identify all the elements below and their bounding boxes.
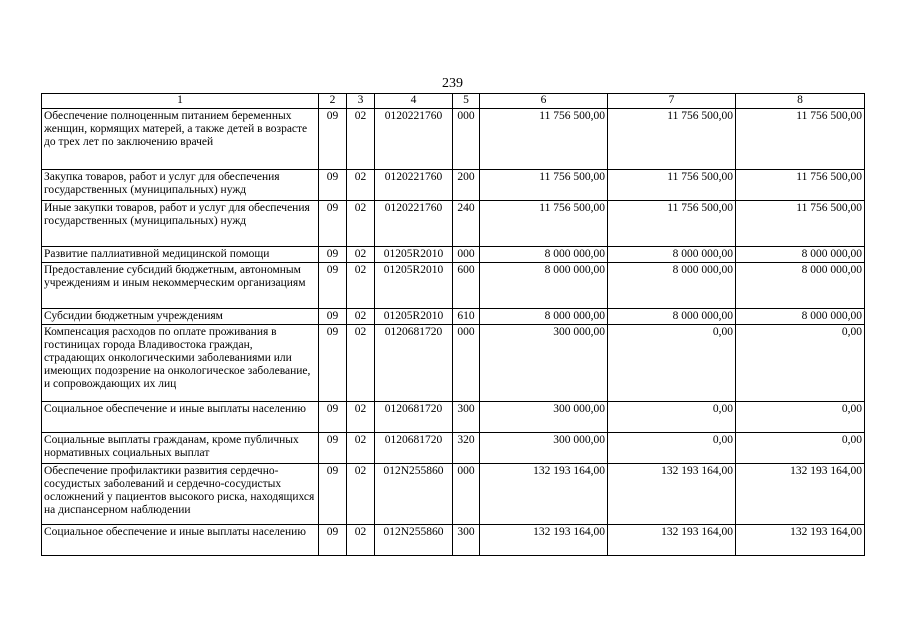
subsection-code: 02 <box>347 263 375 309</box>
section-code: 09 <box>319 247 347 263</box>
column-header: 2 <box>319 94 347 109</box>
amount-column-7: 0,00 <box>608 433 736 464</box>
subsection-code: 02 <box>347 433 375 464</box>
row-description: Обеспечение полноценным питанием беременных женщин, кормящих матерей, а также детей в возрасте до трех лет по заключению врачей <box>42 109 319 170</box>
section-code: 09 <box>319 325 347 402</box>
expense-type-code: 000 <box>453 109 480 170</box>
row-description: Субсидии бюджетным учреждениям <box>42 309 319 325</box>
amount-column-8: 0,00 <box>736 325 865 402</box>
amount-column-8: 11 756 500,00 <box>736 201 865 247</box>
row-description: Компенсация расходов по оплате проживания в гостиницах города Владивостока граждан, страдающих онкологическими заболеваниями или имеющих подозрение на онкологическое заболевание, и сопровождающих их лиц <box>42 325 319 402</box>
amount-column-7: 8 000 000,00 <box>608 247 736 263</box>
expense-type-code: 000 <box>453 325 480 402</box>
target-article-code: 0120681720 <box>375 402 453 433</box>
target-article-code: 012N255860 <box>375 525 453 556</box>
column-header: 1 <box>42 94 319 109</box>
target-article-code: 0120221760 <box>375 170 453 201</box>
section-code: 09 <box>319 525 347 556</box>
table-row <box>42 525 865 556</box>
column-header: 3 <box>347 94 375 109</box>
amount-column-7: 11 756 500,00 <box>608 109 736 170</box>
row-description: Предоставление субсидий бюджетным, автономным учреждениям и иным некоммерческим организациям <box>42 263 319 309</box>
target-article-code: 01205R2010 <box>375 263 453 309</box>
amount-column-6: 11 756 500,00 <box>480 109 608 170</box>
amount-column-8: 0,00 <box>736 402 865 433</box>
table-row <box>42 325 865 402</box>
table-row <box>42 109 865 170</box>
amount-column-6: 132 193 164,00 <box>480 525 608 556</box>
table-row <box>42 170 865 201</box>
row-description: Развитие паллиативной медицинской помощи <box>42 247 319 263</box>
amount-column-7: 132 193 164,00 <box>608 464 736 525</box>
amount-column-7: 8 000 000,00 <box>608 309 736 325</box>
amount-column-7: 11 756 500,00 <box>608 201 736 247</box>
table-row <box>42 464 865 525</box>
amount-column-6: 8 000 000,00 <box>480 309 608 325</box>
amount-column-7: 0,00 <box>608 325 736 402</box>
amount-column-8: 132 193 164,00 <box>736 525 865 556</box>
section-code: 09 <box>319 109 347 170</box>
subsection-code: 02 <box>347 247 375 263</box>
row-description: Социальное обеспечение и иные выплаты населению <box>42 402 319 433</box>
column-header: 5 <box>453 94 480 109</box>
table-row <box>42 309 865 325</box>
subsection-code: 02 <box>347 464 375 525</box>
expense-type-code: 240 <box>453 201 480 247</box>
target-article-code: 012N255860 <box>375 464 453 525</box>
expense-type-code: 610 <box>453 309 480 325</box>
section-code: 09 <box>319 309 347 325</box>
column-header: 6 <box>480 94 608 109</box>
expense-type-code: 000 <box>453 464 480 525</box>
section-code: 09 <box>319 201 347 247</box>
subsection-code: 02 <box>347 201 375 247</box>
subsection-code: 02 <box>347 309 375 325</box>
page-number: 239 <box>442 76 463 91</box>
subsection-code: 02 <box>347 402 375 433</box>
section-code: 09 <box>319 263 347 309</box>
amount-column-8: 132 193 164,00 <box>736 464 865 525</box>
amount-column-7: 0,00 <box>608 402 736 433</box>
expense-type-code: 000 <box>453 247 480 263</box>
subsection-code: 02 <box>347 109 375 170</box>
amount-column-6: 300 000,00 <box>480 402 608 433</box>
target-article-code: 0120221760 <box>375 109 453 170</box>
target-article-code: 0120681720 <box>375 433 453 464</box>
amount-column-6: 11 756 500,00 <box>480 201 608 247</box>
amount-column-6: 8 000 000,00 <box>480 247 608 263</box>
amount-column-6: 300 000,00 <box>480 433 608 464</box>
amount-column-7: 132 193 164,00 <box>608 525 736 556</box>
row-description: Социальное обеспечение и иные выплаты населению <box>42 525 319 556</box>
column-header: 7 <box>608 94 736 109</box>
section-code: 09 <box>319 402 347 433</box>
column-header: 4 <box>375 94 453 109</box>
amount-column-8: 8 000 000,00 <box>736 263 865 309</box>
row-description: Социальные выплаты гражданам, кроме публичных нормативных социальных выплат <box>42 433 319 464</box>
expense-type-code: 300 <box>453 525 480 556</box>
table-row <box>42 247 865 263</box>
amount-column-6: 11 756 500,00 <box>480 170 608 201</box>
table-row <box>42 201 865 247</box>
amount-column-6: 132 193 164,00 <box>480 464 608 525</box>
section-code: 09 <box>319 464 347 525</box>
expense-type-code: 200 <box>453 170 480 201</box>
table-body <box>42 109 865 556</box>
subsection-code: 02 <box>347 325 375 402</box>
subsection-code: 02 <box>347 525 375 556</box>
expense-type-code: 600 <box>453 263 480 309</box>
target-article-code: 0120221760 <box>375 201 453 247</box>
section-code: 09 <box>319 170 347 201</box>
amount-column-7: 8 000 000,00 <box>608 263 736 309</box>
expense-type-code: 300 <box>453 402 480 433</box>
target-article-code: 01205R2010 <box>375 309 453 325</box>
amount-column-8: 11 756 500,00 <box>736 109 865 170</box>
row-description: Обеспечение профилактики развития сердечно-сосудистых заболеваний и сердечно-сосудистых осложнений у пациентов высокого риска, находящихся на диспансерном наблюдении <box>42 464 319 525</box>
row-description: Закупка товаров, работ и услуг для обеспечения государственных (муниципальных) нужд <box>42 170 319 201</box>
amount-column-8: 11 756 500,00 <box>736 170 865 201</box>
table-row <box>42 402 865 433</box>
subsection-code: 02 <box>347 170 375 201</box>
table-row <box>42 433 865 464</box>
row-description: Иные закупки товаров, работ и услуг для обеспечения государственных (муниципальных) нужд <box>42 201 319 247</box>
amount-column-7: 11 756 500,00 <box>608 170 736 201</box>
expense-type-code: 320 <box>453 433 480 464</box>
table-row <box>42 263 865 309</box>
amount-column-6: 300 000,00 <box>480 325 608 402</box>
amount-column-6: 8 000 000,00 <box>480 263 608 309</box>
budget-table <box>41 93 865 556</box>
column-header: 8 <box>736 94 865 109</box>
target-article-code: 0120681720 <box>375 325 453 402</box>
header-row <box>42 94 865 109</box>
amount-column-8: 8 000 000,00 <box>736 309 865 325</box>
amount-column-8: 8 000 000,00 <box>736 247 865 263</box>
target-article-code: 01205R2010 <box>375 247 453 263</box>
amount-column-8: 0,00 <box>736 433 865 464</box>
section-code: 09 <box>319 433 347 464</box>
